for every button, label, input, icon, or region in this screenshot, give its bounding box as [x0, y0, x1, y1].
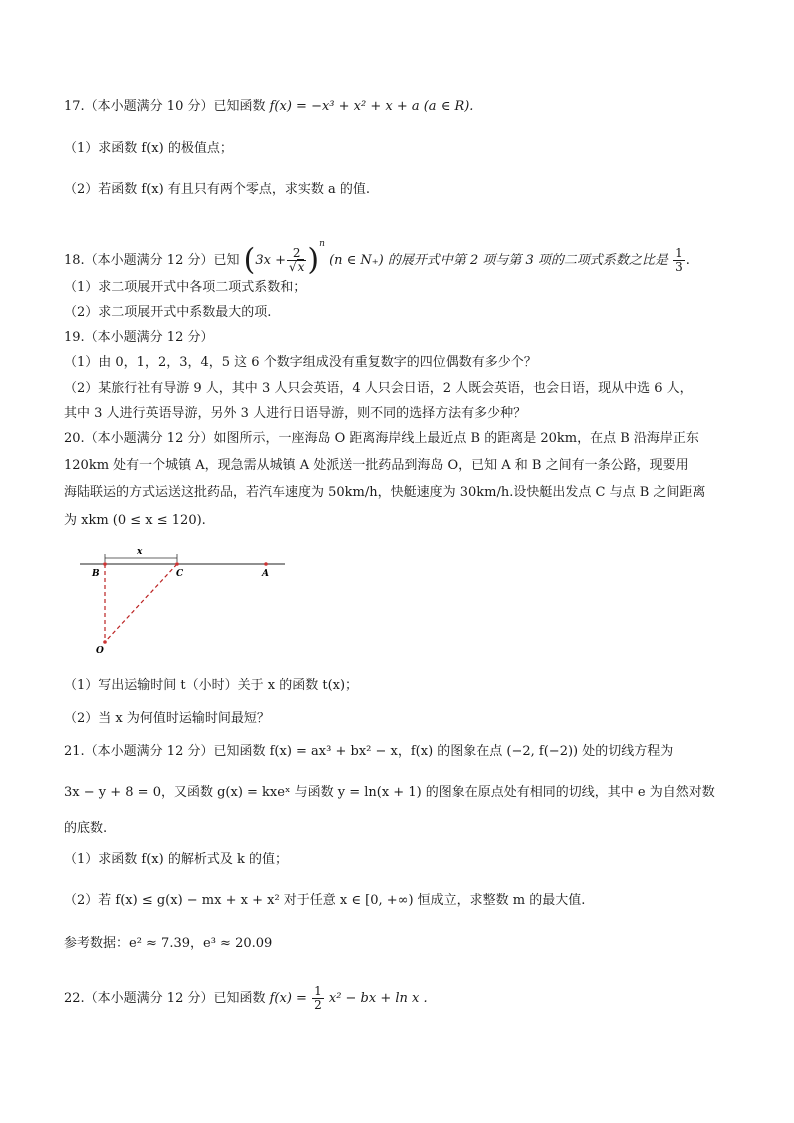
- q17-header-text: 17.（本小题满分 10 分）已知函数: [64, 99, 266, 114]
- fig-label-O: O: [96, 646, 104, 656]
- q20-line4: 为 xkm (0 ≤ x ≤ 120).: [64, 513, 206, 528]
- q17-formula: f(x) = −x³ + x² + x + a (a ∈ R).: [269, 99, 474, 114]
- q18-condition: (n ∈ N₊) 的展开式中第 2 项与第 3 项的二项式系数之比是: [329, 253, 668, 268]
- fig-point-A: [264, 562, 268, 566]
- q18-ratio-den: 3: [675, 260, 683, 274]
- q18-ratio: [673, 247, 685, 274]
- q21-line3: 的底数.: [64, 821, 108, 836]
- fig-label-A: A: [262, 569, 269, 579]
- q22-header-text: 22.（本小题满分 12 分）已知函数: [64, 991, 266, 1006]
- q17-part1: （1）求函数 f(x) 的极值点；: [64, 141, 233, 156]
- q20-part2: （2）当 x 为何值时运输时间最短？: [64, 711, 270, 726]
- q21-part1: （1）求函数 f(x) 的解析式及 k 的值；: [64, 852, 288, 867]
- fig-point-B: [103, 562, 107, 566]
- q18-binomial-term: 3x +: [255, 253, 286, 268]
- q20-figure: [70, 546, 330, 656]
- q19-part2-line2: 其中 3 人进行英语导游，另外 3 人进行日语导游，则不同的选择方法有多少种？: [64, 406, 527, 421]
- q19-header: 19.（本小题满分 12 分）: [64, 330, 214, 345]
- q18-part2: （2）求二项展开式中系数最大的项.: [64, 305, 272, 320]
- q18-part1: （1）求二项展开式中各项二项式系数和；: [64, 280, 307, 295]
- q18-exponent: n: [319, 239, 325, 249]
- q18-binomial-close: ): [307, 242, 320, 278]
- q20-line1: 20.（本小题满分 12 分）如图所示，一座海岛 O 距离海岸线上最近点 B 的距离是 20km，在点 B 沿海岸正东: [64, 431, 699, 446]
- q19-part2-line1: （2）某旅行社有导游 9 人，其中 3 人只会英语，4 人只会日语，2 人既会英语，也会日语，现从中选 6 人，: [64, 381, 693, 396]
- q17-part2: （2）若函数 f(x) 有且只有两个零点，求实数 a 的值.: [64, 182, 370, 197]
- q18-header: 18.（本小题满分 12 分）已知 (3x + $\frac{2}{√x}$ )$^n$ (n ∈ N₊) 的展开式中第 2 项与第 3 项的二项式系数之比是 $\frac{1}{3}$ .: [64, 239, 690, 278]
- q22-half: [312, 985, 324, 1012]
- fig-label-C: C: [176, 569, 184, 579]
- q21-part2: （2）若 f(x) ≤ g(x) − mx + x + x² 对于任意 x ∈ [0, +∞) 恒成立，求整数 m 的最大值.: [64, 893, 586, 908]
- q17-header: [64, 98, 732, 116]
- fig-point-O: [103, 640, 107, 644]
- q22-lhs: f(x) =: [269, 991, 307, 1006]
- q21-reference-data: 参考数据：e² ≈ 7.39，e³ ≈ 20.09: [64, 936, 273, 951]
- q18-ratio-num: 1: [675, 246, 683, 260]
- q21-line2: 3x − y + 8 = 0，又函数 g(x) = kxeˣ 与函数 y = ln(x + 1) 的图象在原点处有相同的切线，其中 e 为自然对数: [64, 785, 715, 800]
- q18-binomial-fraction: $\frac{2}{√x}$: [288, 246, 305, 274]
- q18-binomial-open: (: [243, 242, 256, 278]
- fig-line-CO: [105, 564, 177, 642]
- q22-rhs: x² − bx + ln x .: [328, 991, 428, 1006]
- q20-line3: 海陆联运的方式运送这批药品，若汽车速度为 50km/h，快艇速度为 30km/h.设快艇出发点 C 与点 B 之间距离: [64, 485, 706, 500]
- q18-header-text: 18.（本小题满分 12 分）已知: [64, 253, 240, 268]
- fig-label-x: x: [137, 547, 143, 557]
- q19-part1: （1）由 0，1，2，3，4，5 这 6 个数字组成没有重复数字的四位偶数有多少个？: [64, 355, 537, 370]
- q20-part1: （1）写出运输时间 t（小时）关于 x 的函数 t(x)；: [64, 678, 359, 693]
- q20-line2: 120km 处有一个城镇 A，现急需从城镇 A 处派送一批药品到海岛 O，已知 A 和 B 之间有一条公路，现要用: [64, 458, 689, 473]
- q22-half-den: 2: [314, 998, 322, 1012]
- q22-half-num: 1: [314, 984, 322, 998]
- fig-point-C: [175, 562, 179, 566]
- fig-label-B: B: [92, 569, 100, 579]
- q22-header: [64, 984, 732, 1014]
- q21-line1: 21.（本小题满分 12 分）已知函数 f(x) = ax³ + bx² − x，f(x) 的图象在点 (−2, f(−2)) 处的切线方程为: [64, 744, 674, 759]
